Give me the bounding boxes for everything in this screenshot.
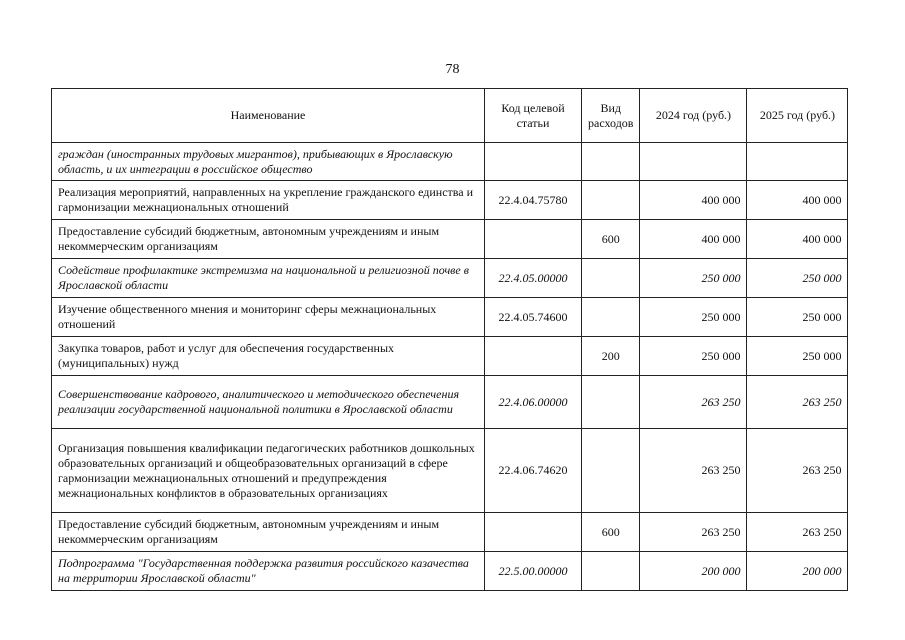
row-kind <box>582 376 640 429</box>
row-2024: 250 000 <box>640 259 747 298</box>
row-name: Закупка товаров, работ и услуг для обеспечения государственных (муниципальных) нужд <box>52 337 485 376</box>
row-2025 <box>747 143 848 181</box>
header-2025: 2025 год (руб.) <box>747 89 848 143</box>
row-2024: 200 000 <box>640 552 747 591</box>
table-row <box>52 181 848 220</box>
row-name: Изучение общественного мнения и мониторинг сферы межнациональных отношений <box>52 298 485 337</box>
row-2024: 263 250 <box>640 376 747 429</box>
table-row <box>52 429 848 513</box>
table-row <box>52 298 848 337</box>
row-kind <box>582 143 640 181</box>
row-2025: 263 250 <box>747 429 848 513</box>
row-2025: 263 250 <box>747 513 848 552</box>
row-kind <box>582 259 640 298</box>
table-row <box>52 552 848 591</box>
row-2025: 400 000 <box>747 181 848 220</box>
row-2024: 400 000 <box>640 220 747 259</box>
row-code <box>485 513 582 552</box>
budget-table <box>51 88 848 591</box>
row-name: Совершенствование кадрового, аналитического и методического обеспечения реализации государственной национальной политики в Ярославской области <box>52 376 485 429</box>
row-name: Предоставление субсидий бюджетным, автономным учреждениям и иным некоммерческим организациям <box>52 220 485 259</box>
row-name: граждан (иностранных трудовых мигрантов), прибывающих в Ярославскую область, и их интеграции в российское общество <box>52 143 485 181</box>
page-number: 78 <box>445 62 460 77</box>
row-code <box>485 220 582 259</box>
table-row <box>52 337 848 376</box>
table-row <box>52 376 848 429</box>
row-code: 22.4.06.00000 <box>485 376 582 429</box>
row-2024: 250 000 <box>640 337 747 376</box>
table-body <box>52 143 848 591</box>
header-kind: Вид расходов <box>582 89 640 143</box>
row-code: 22.4.05.00000 <box>485 259 582 298</box>
row-2025: 200 000 <box>747 552 848 591</box>
table-row <box>52 220 848 259</box>
row-code: 22.5.00.00000 <box>485 552 582 591</box>
row-2024: 250 000 <box>640 298 747 337</box>
row-2025: 400 000 <box>747 220 848 259</box>
row-2025: 250 000 <box>747 337 848 376</box>
row-kind <box>582 552 640 591</box>
row-code <box>485 143 582 181</box>
row-name: Организация повышения квалификации педагогических работников дошкольных образовательных организаций и общеобразовательных организаций в сфере гармонизации межнациональных отношений и предупреждения межнациональных конфликтов в образовательных организациях <box>52 429 485 513</box>
row-name: Подпрограмма "Государственная поддержка развития российского казачества на территории Ярославской области" <box>52 552 485 591</box>
table-row <box>52 259 848 298</box>
header-code: Код целевой статьи <box>485 89 582 143</box>
row-code: 22.4.05.74600 <box>485 298 582 337</box>
row-kind: 200 <box>582 337 640 376</box>
row-kind <box>582 298 640 337</box>
row-kind <box>582 181 640 220</box>
header-2024: 2024 год (руб.) <box>640 89 747 143</box>
row-kind: 600 <box>582 220 640 259</box>
table-row <box>52 143 848 181</box>
row-code: 22.4.04.75780 <box>485 181 582 220</box>
row-code <box>485 337 582 376</box>
row-2024 <box>640 143 747 181</box>
row-2024: 263 250 <box>640 513 747 552</box>
row-code: 22.4.06.74620 <box>485 429 582 513</box>
row-kind: 600 <box>582 513 640 552</box>
table-row <box>52 513 848 552</box>
row-kind <box>582 429 640 513</box>
row-2024: 400 000 <box>640 181 747 220</box>
header-name: Наименование <box>52 89 485 143</box>
row-name: Реализация мероприятий, направленных на укрепление гражданского единства и гармонизации межнациональных отношений <box>52 181 485 220</box>
row-2024: 263 250 <box>640 429 747 513</box>
row-name: Содействие профилактике экстремизма на национальной и религиозной почве в Ярославской области <box>52 259 485 298</box>
row-2025: 263 250 <box>747 376 848 429</box>
row-name: Предоставление субсидий бюджетным, автономным учреждениям и иным некоммерческим организациям <box>52 513 485 552</box>
row-2025: 250 000 <box>747 298 848 337</box>
row-2025: 250 000 <box>747 259 848 298</box>
table-header-row <box>52 89 848 143</box>
